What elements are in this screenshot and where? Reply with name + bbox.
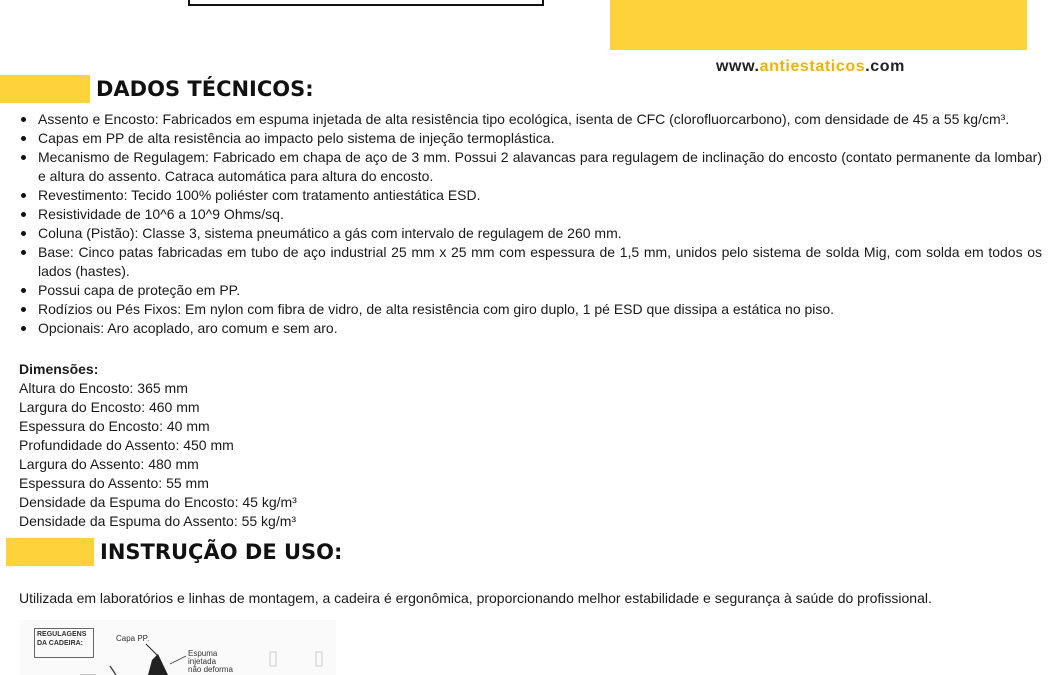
chair-sketch	[20, 620, 336, 675]
dimension-line: Altura do Encosto: 365 mm	[19, 380, 188, 396]
chair-adjustment-diagram	[20, 620, 336, 675]
spec-item: Capas em PP de alta resistência ao impacto pelo sistema de injeção termoplástica.	[38, 129, 1042, 148]
website-url[interactable]: www.antiestaticos.com	[716, 58, 905, 75]
spec-item: Opcionais: Aro acoplado, aro comum e sem aro.	[38, 319, 1042, 338]
spec-item: Possui capa de proteção em PP.	[38, 281, 1042, 300]
header-banner	[610, 0, 1027, 50]
spec-item: Coluna (Pistão): Classe 3, sistema pneumático a gás com intervalo de regulagem de 260 mm.	[38, 224, 1042, 243]
dimension-line: Largura do Assento: 480 mm	[19, 456, 199, 472]
dimension-line: Espessura do Assento: 55 mm	[19, 475, 209, 491]
spec-item: Base: Cinco patas fabricadas em tubo de aço industrial 25 mm x 25 mm com espessura de 1,5 mm, unidos pelo sistema de solda Mig, com solda em todos os lados (hastes).	[38, 244, 1042, 279]
spec-item: Revestimento: Tecido 100% poliéster com tratamento antiestática ESD.	[38, 186, 1042, 205]
dimension-line: Largura do Encosto: 460 mm	[19, 399, 200, 415]
technical-section-title: DADOS TÉCNICOS:	[96, 77, 314, 101]
dimension-line: Profundidade do Assento: 450 mm	[19, 437, 234, 453]
callout-cap: Capa PP.	[116, 634, 150, 643]
dimensions-block	[19, 360, 297, 531]
usage-section-title: INSTRUÇÃO DE USO:	[100, 540, 343, 564]
callout-foam-1: Espuma	[188, 649, 218, 658]
callout-foam-2: injetada	[188, 657, 217, 666]
section-marker-usage	[6, 538, 94, 566]
diagram-label-line: DA CADEIRA:	[37, 640, 84, 647]
spec-item: Assento e Encosto: Fabricados em espuma injetada de alta resistência tipo ecológica, isenta de CFC (clorofluorcarbono), com densidade de 45 a 55 kg/cm³.	[38, 110, 1042, 129]
usage-text: Utilizada em laboratórios e linhas de montagem, a cadeira é ergonômica, proporcionando melhor estabilidade e segurança à saúde do profissional.	[19, 590, 932, 606]
dimension-line: Densidade da Espuma do Encosto: 45 kg/m³	[19, 494, 297, 510]
technical-spec-list	[18, 110, 1042, 338]
diagram-label-line: REGULAGENS	[37, 631, 87, 638]
spec-item: Rodízios ou Pés Fixos: Em nylon com fibra de vidro, de alta resistência com giro duplo, 1 pé ESD que dissipa a estática no piso.	[38, 300, 1042, 319]
spec-item: Resistividade de 10^6 a 10^9 Ohms/sq.	[38, 205, 1042, 224]
dimension-line: Espessura do Encosto: 40 mm	[19, 418, 210, 434]
callout-foam-3: não deforma	[188, 665, 233, 674]
dimension-line: Densidade da Espuma do Assento: 55 kg/m³	[19, 513, 297, 529]
top-frame-edge	[188, 0, 544, 6]
dimensions-title: Dimensões:	[19, 361, 99, 377]
spec-item: Mecanismo de Regulagem: Fabricado em chapa de aço de 3 mm. Possui 2 alavancas para regulagem de inclinação do encosto (contato permanente da lombar) e altura do assento. Catraca automática para altura do encosto.	[38, 149, 1042, 184]
section-marker-technical	[0, 75, 90, 103]
